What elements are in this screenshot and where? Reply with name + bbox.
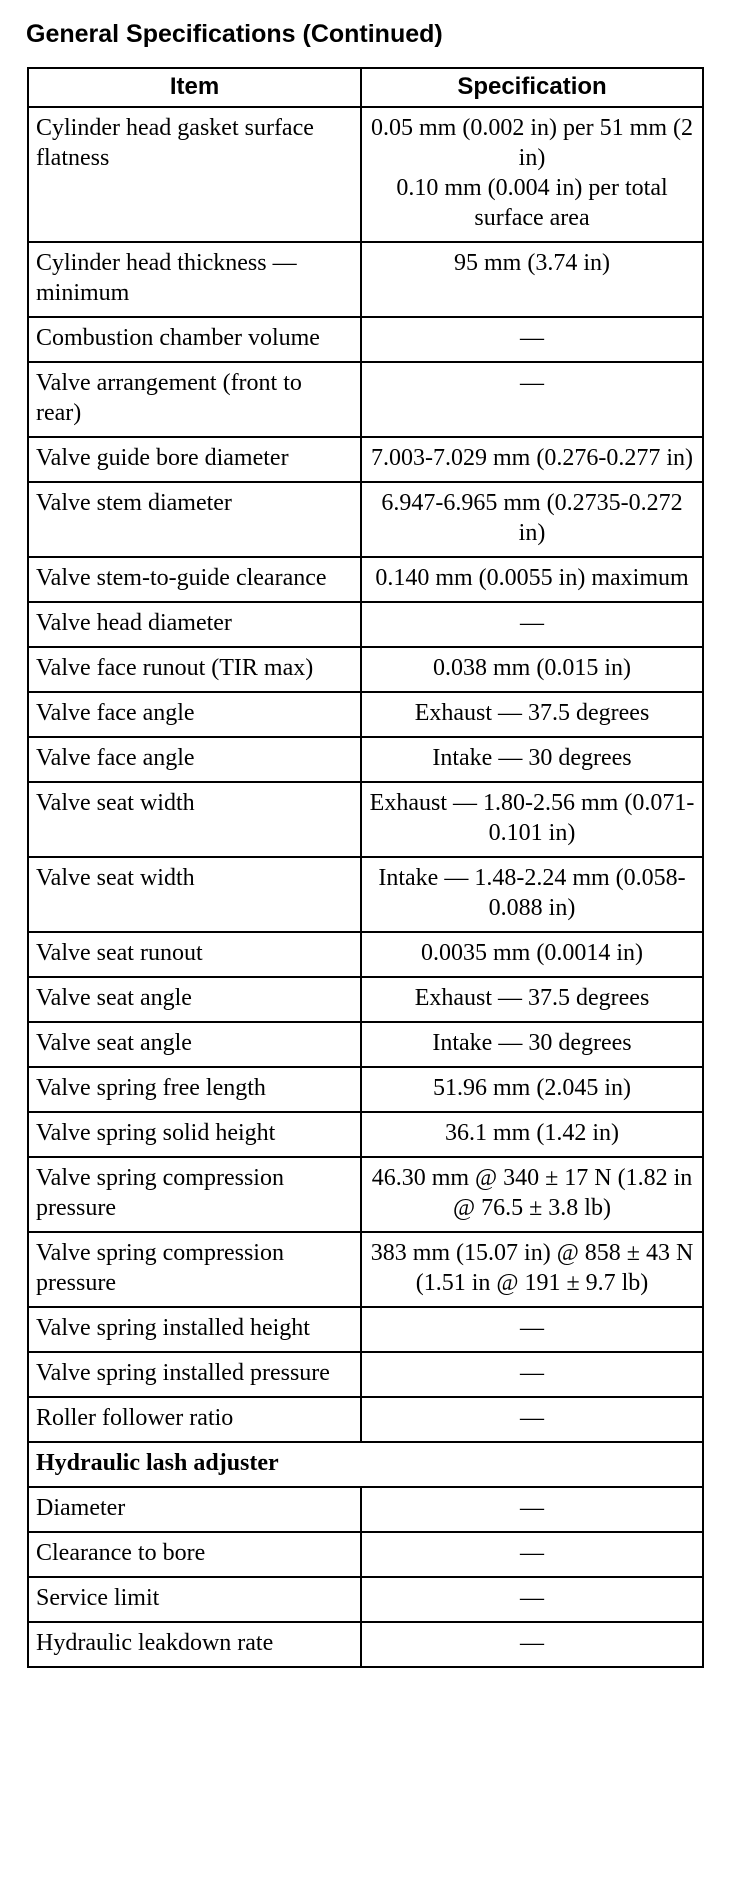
item-cell: Hydraulic leakdown rate [28,1622,361,1667]
table-row [28,1157,703,1232]
specification-cell: 51.96 mm (2.045 in) [361,1067,703,1112]
item-cell: Valve spring solid height [28,1112,361,1157]
table-row [28,692,703,737]
item-cell: Valve head diameter [28,602,361,647]
item-cell: Valve face angle [28,737,361,782]
table-row [28,1232,703,1307]
table-row [28,647,703,692]
item-cell: Combustion chamber volume [28,317,361,362]
specification-cell: Intake — 30 degrees [361,737,703,782]
specification-cell: Exhaust — 37.5 degrees [361,977,703,1022]
column-header-specification: Specification [361,68,703,107]
column-header-item: Item [28,68,361,107]
specification-cell: 383 mm (15.07 in) @ 858 ± 43 N (1.51 in @ 191 ± 9.7 lb) [361,1232,703,1307]
specification-cell: — [361,1622,703,1667]
specification-cell: 46.30 mm @ 340 ± 17 N (1.82 in @ 76.5 ± 3.8 lb) [361,1157,703,1232]
table-row [28,1622,703,1667]
item-cell: Valve seat angle [28,1022,361,1067]
specification-cell: 0.140 mm (0.0055 in) maximum [361,557,703,602]
page-title: General Specifications (Continued) [26,20,443,48]
table-row [28,1067,703,1112]
item-cell: Diameter [28,1487,361,1532]
specification-cell: Exhaust — 37.5 degrees [361,692,703,737]
table-row [28,857,703,932]
item-cell: Cylinder head gasket surface flatness [28,107,361,242]
table-row [28,602,703,647]
item-cell: Valve seat angle [28,977,361,1022]
item-cell: Valve stem-to-guide clearance [28,557,361,602]
table-row [28,932,703,977]
specification-cell: — [361,1532,703,1577]
table-row [28,1352,703,1397]
specification-cell: 95 mm (3.74 in) [361,242,703,317]
table-row [28,437,703,482]
specification-cell: 7.003-7.029 mm (0.276-0.277 in) [361,437,703,482]
table-row [28,1307,703,1352]
item-cell: Valve seat width [28,857,361,932]
item-cell: Valve spring free length [28,1067,361,1112]
section-heading: Hydraulic lash adjuster [28,1442,703,1487]
item-cell: Valve guide bore diameter [28,437,361,482]
specification-cell: 0.038 mm (0.015 in) [361,647,703,692]
item-cell: Valve seat runout [28,932,361,977]
table-body [28,107,703,1667]
table-row [28,107,703,242]
table-row [28,1022,703,1067]
item-cell: Valve face runout (TIR max) [28,647,361,692]
specification-cell: Exhaust — 1.80-2.56 mm (0.071-0.101 in) [361,782,703,857]
item-cell: Valve spring compression pressure [28,1232,361,1307]
specification-cell: — [361,317,703,362]
item-cell: Cylinder head thickness — minimum [28,242,361,317]
table-section-row [28,1442,703,1487]
item-cell: Roller follower ratio [28,1397,361,1442]
specification-cell: — [361,1352,703,1397]
table-row [28,557,703,602]
table-row [28,782,703,857]
item-cell: Valve face angle [28,692,361,737]
specifications-table [27,67,704,1668]
specification-cell: 0.05 mm (0.002 in) per 51 mm (2 in) 0.10 mm (0.004 in) per total surface area [361,107,703,242]
specification-cell: — [361,362,703,437]
specification-cell: — [361,1577,703,1622]
item-cell: Valve spring installed pressure [28,1352,361,1397]
specification-cell: 6.947-6.965 mm (0.2735-0.272 in) [361,482,703,557]
table-row [28,362,703,437]
item-cell: Valve spring compression pressure [28,1157,361,1232]
table-row [28,1532,703,1577]
specification-cell: Intake — 1.48-2.24 mm (0.058-0.088 in) [361,857,703,932]
table-row [28,1577,703,1622]
specification-cell: — [361,1397,703,1442]
specification-cell: Intake — 30 degrees [361,1022,703,1067]
item-cell: Clearance to bore [28,1532,361,1577]
table-row [28,317,703,362]
specification-cell: 36.1 mm (1.42 in) [361,1112,703,1157]
item-cell: Valve seat width [28,782,361,857]
table-row [28,1112,703,1157]
table-header-row [28,68,703,107]
specification-cell: — [361,1307,703,1352]
item-cell: Valve stem diameter [28,482,361,557]
item-cell: Valve arrangement (front to rear) [28,362,361,437]
item-cell: Service limit [28,1577,361,1622]
table-row [28,1487,703,1532]
specification-cell: 0.0035 mm (0.0014 in) [361,932,703,977]
table-row [28,242,703,317]
item-cell: Valve spring installed height [28,1307,361,1352]
specification-cell: — [361,602,703,647]
specification-cell: — [361,1487,703,1532]
table-row [28,737,703,782]
table-row [28,977,703,1022]
table-row [28,482,703,557]
table-row [28,1397,703,1442]
